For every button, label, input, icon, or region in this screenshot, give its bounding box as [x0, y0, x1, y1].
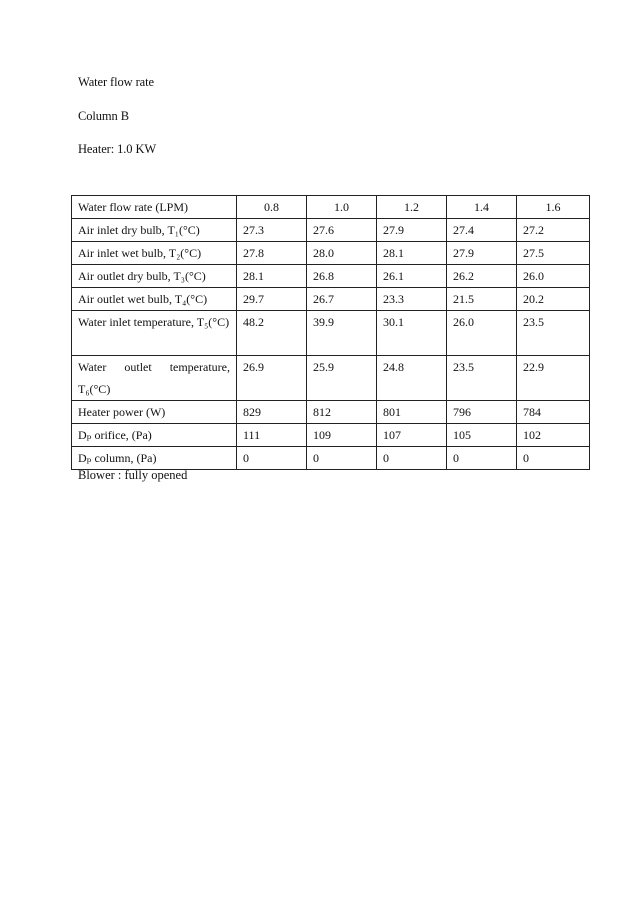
- value-cell: 27.3: [237, 219, 307, 242]
- value-cell: 24.8: [377, 356, 447, 401]
- value-cell: 28.0: [307, 242, 377, 265]
- value-cell: 23.3: [377, 288, 447, 311]
- value-cell: 111: [237, 424, 307, 447]
- measurement-table: [71, 195, 590, 470]
- value-cell: 107: [377, 424, 447, 447]
- row-label-cell: Air inlet wet bulb, T₂(°C): [72, 242, 237, 265]
- value-cell: 27.8: [237, 242, 307, 265]
- table-row: [72, 311, 590, 356]
- flow-rate-cell: 1.6: [517, 196, 590, 219]
- value-cell: 25.9: [307, 356, 377, 401]
- value-cell: 829: [237, 401, 307, 424]
- value-cell: 812: [307, 401, 377, 424]
- value-cell: 27.9: [377, 219, 447, 242]
- row-label-cell: Air outlet dry bulb, T₃(°C): [72, 265, 237, 288]
- value-cell: 0: [377, 447, 447, 470]
- blower-note: Blower : fully opened: [78, 468, 188, 482]
- value-cell: 30.1: [377, 311, 447, 356]
- value-cell: 26.1: [377, 265, 447, 288]
- value-cell: 27.6: [307, 219, 377, 242]
- value-cell: 28.1: [237, 265, 307, 288]
- value-cell: 21.5: [447, 288, 517, 311]
- column-label: Column B: [78, 109, 129, 123]
- row-label-cell: Air outlet wet bulb, T₄(°C): [72, 288, 237, 311]
- row-label-cell: Dₚ orifice, (Pa): [72, 424, 237, 447]
- value-cell: 28.1: [377, 242, 447, 265]
- row-label-cell: Heater power (W): [72, 401, 237, 424]
- value-cell: 20.2: [517, 288, 590, 311]
- value-cell: 105: [447, 424, 517, 447]
- value-cell: 29.7: [237, 288, 307, 311]
- value-cell: 27.9: [447, 242, 517, 265]
- table-row: [72, 288, 590, 311]
- value-cell: 39.9: [307, 311, 377, 356]
- value-cell: 796: [447, 401, 517, 424]
- row-label-cell: Water inlet temperature, T₅(°C): [72, 311, 237, 356]
- value-cell: 27.4: [447, 219, 517, 242]
- value-cell: 23.5: [447, 356, 517, 401]
- value-cell: 26.0: [517, 265, 590, 288]
- section-title: Water flow rate: [78, 75, 154, 89]
- value-cell: 22.9: [517, 356, 590, 401]
- value-cell: 26.8: [307, 265, 377, 288]
- value-cell: 109: [307, 424, 377, 447]
- value-cell: 784: [517, 401, 590, 424]
- value-cell: 102: [517, 424, 590, 447]
- value-cell: 27.5: [517, 242, 590, 265]
- table-row: [72, 356, 590, 401]
- table-row: [72, 447, 590, 470]
- row-label-cell: Dₚ column, (Pa): [72, 447, 237, 470]
- value-cell: 23.5: [517, 311, 590, 356]
- value-cell: 0: [237, 447, 307, 470]
- table-row: [72, 424, 590, 447]
- value-cell: 48.2: [237, 311, 307, 356]
- row-label-cell: Water outlet temperature, T₆(°C): [72, 356, 237, 401]
- value-cell: 0: [447, 447, 517, 470]
- header-label-cell: Water flow rate (LPM): [72, 196, 237, 219]
- flow-rate-cell: 1.0: [307, 196, 377, 219]
- flow-rate-cell: 0.8: [237, 196, 307, 219]
- table-row: [72, 401, 590, 424]
- table-row: [72, 265, 590, 288]
- value-cell: 801: [377, 401, 447, 424]
- table-row: [72, 242, 590, 265]
- value-cell: 0: [307, 447, 377, 470]
- value-cell: 26.7: [307, 288, 377, 311]
- row-label-cell: Air inlet dry bulb, T₁(°C): [72, 219, 237, 242]
- flow-rate-cell: 1.4: [447, 196, 517, 219]
- value-cell: 0: [517, 447, 590, 470]
- value-cell: 27.2: [517, 219, 590, 242]
- heater-label: Heater: 1.0 KW: [78, 142, 157, 156]
- value-cell: 26.0: [447, 311, 517, 356]
- table-header-row: [72, 196, 590, 219]
- flow-rate-cell: 1.2: [377, 196, 447, 219]
- value-cell: 26.9: [237, 356, 307, 401]
- value-cell: 26.2: [447, 265, 517, 288]
- table-row: [72, 219, 590, 242]
